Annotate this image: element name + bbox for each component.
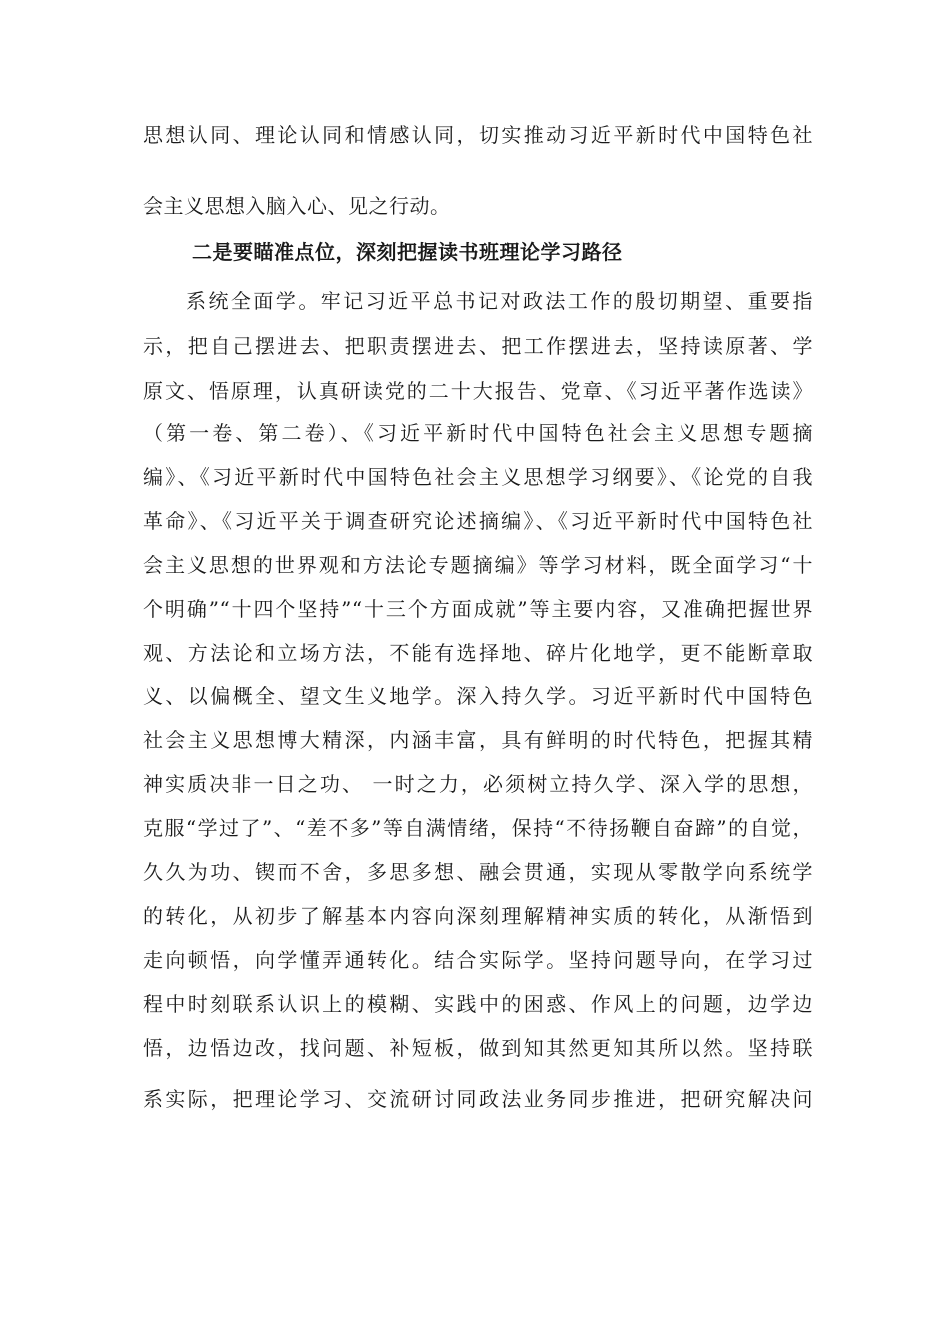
- body-text-line: 个明确”“十四个坚持”“十三个方面成就”等主要内容，又准确把握世界: [143, 597, 813, 621]
- body-text-line: 克服“学过了”、“差不多”等自满情绪，保持“不待扬鞭自奋蹄”的自觉，: [143, 816, 813, 840]
- body-text-line: 观、方法论和立场方法，不能有选择地、碎片化地学，更不能断章取: [143, 641, 813, 665]
- body-text-line: 原文、悟原理，认真研读党的二十大报告、党章、《习近平著作选读》: [143, 379, 813, 403]
- body-text-line: （第一卷、第二卷）、《习近平新时代中国特色社会主义思想专题摘: [143, 421, 813, 445]
- section-heading: 二是要瞄准点位，深刻把握读书班理论学习路径: [192, 240, 623, 264]
- body-text-line: 示，把自己摆进去、把职责摆进去、把工作摆进去，坚持读原著、学: [143, 334, 813, 358]
- body-text-line: 会主义思想入脑入心、见之行动。: [143, 194, 451, 218]
- body-text-line: 系统全面学。牢记习近平总书记对政法工作的殷切期望、重要指: [186, 289, 813, 313]
- body-text-line: 的转化，从初步了解基本内容向深刻理解精神实质的转化，从渐悟到: [143, 904, 813, 928]
- body-text-line: 神实质决非一日之功、 一时之力，必须树立持久学、深入学的思想，: [143, 772, 813, 796]
- body-text-line: 系实际，把理论学习、交流研讨同政法业务同步推进，把研究解决问: [143, 1087, 813, 1111]
- body-text-line: 革命》、《习近平关于调查研究论述摘编》、《习近平新时代中国特色社: [143, 509, 813, 533]
- body-text-line: 思想认同、理论认同和情感认同，切实推动习近平新时代中国特色社: [143, 123, 813, 147]
- body-text-line: 久久为功、锲而不舍，多思多想、融会贯通，实现从零散学向系统学: [143, 860, 813, 884]
- body-text-line: 程中时刻联系认识上的模糊、实践中的困惑、作风上的问题，边学边: [143, 992, 813, 1016]
- body-text-line: 社会主义思想博大精深，内涵丰富，具有鲜明的时代特色，把握其精: [143, 728, 813, 752]
- body-text-line: 编》、《习近平新时代中国特色社会主义思想学习纲要》、《论党的自我: [143, 465, 813, 489]
- body-text-line: 会主义思想的世界观和方法论专题摘编》等学习材料，既全面学习“十: [143, 553, 813, 577]
- body-text-line: 悟，边悟边改，找问题、补短板，做到知其然更知其所以然。坚持联: [143, 1036, 813, 1060]
- body-text-line: 走向顿悟，向学懂弄通转化。结合实际学。坚持问题导向，在学习过: [143, 948, 813, 972]
- body-text-line: 义、以偏概全、望文生义地学。深入持久学。习近平新时代中国特色: [143, 684, 813, 708]
